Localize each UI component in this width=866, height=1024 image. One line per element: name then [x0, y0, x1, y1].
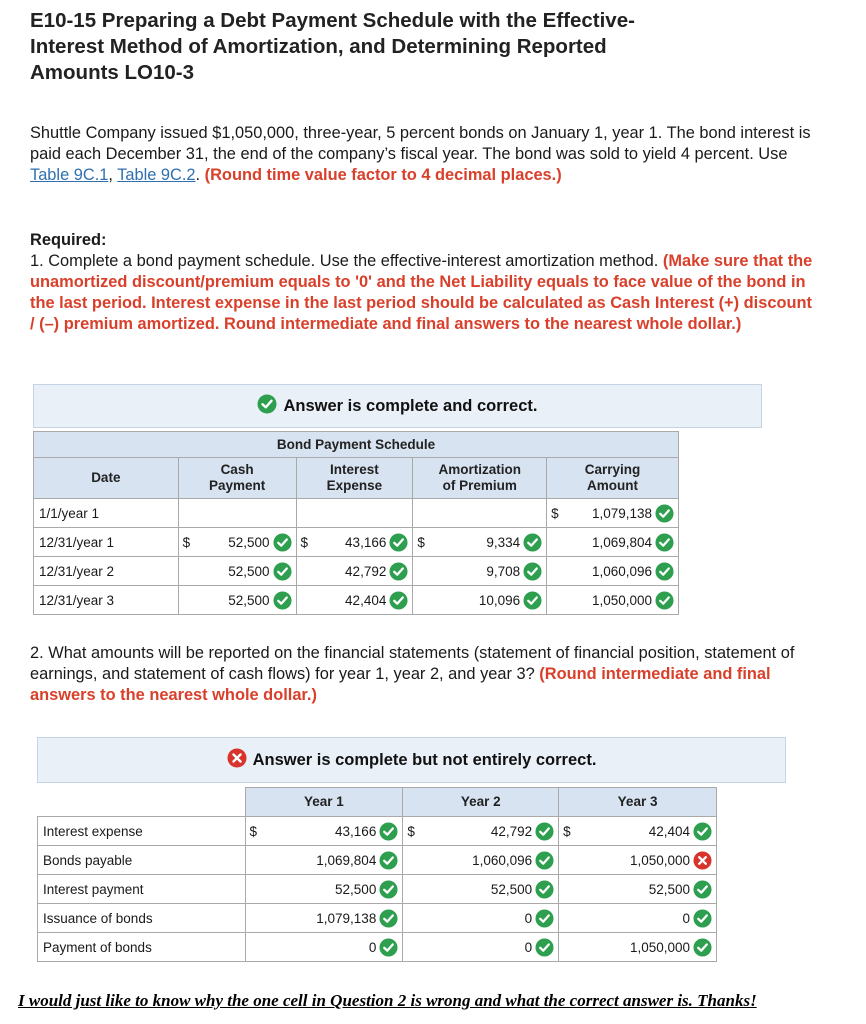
year-1-amount-input[interactable]: 1,079,138 [316, 910, 377, 926]
bond-payment-schedule-table [33, 431, 679, 615]
check-circle-icon [389, 562, 408, 581]
year-3-amount-cell [559, 933, 717, 962]
year-2-amount-cell [403, 875, 559, 904]
check-circle-icon [535, 822, 554, 841]
amortization-cell [413, 586, 547, 615]
title-line-3: Amounts LO10-3 [30, 61, 195, 84]
reported-row [38, 875, 717, 904]
year-2-amount-input[interactable]: 0 [524, 910, 533, 926]
year-1-amount-input[interactable]: 1,069,804 [316, 852, 377, 868]
cash-payment-input[interactable]: 52,500 [228, 592, 270, 608]
row-label: Issuance of bonds [43, 910, 153, 926]
title-line-2: Interest Method of Amortization, and Determining Reported [30, 35, 607, 58]
check-circle-icon [693, 880, 712, 899]
header-cash-l1: Cash [220, 462, 254, 477]
cash-payment-cell [178, 557, 296, 586]
x-circle-icon [693, 851, 712, 870]
year-2-amount-cell [403, 846, 559, 875]
interest-expense-cell [296, 499, 413, 528]
cash-payment-cell [178, 528, 296, 557]
header-cash-l2: Payment [208, 478, 266, 493]
row-date: 12/31/year 1 [39, 534, 115, 550]
row-label: Interest payment [43, 881, 144, 897]
check-circle-icon [655, 591, 674, 610]
check-circle-icon [535, 880, 554, 899]
item-label-cell [38, 933, 246, 962]
question-2-note: (Round intermediate and final answers to the nearest whole dollar.) [30, 665, 771, 704]
year-3-amount-cell [559, 904, 717, 933]
check-circle-icon [379, 822, 398, 841]
reported-row [38, 817, 717, 846]
year-3-amount-cell [559, 846, 717, 875]
reported-amounts-table [37, 787, 717, 962]
carrying-amount-input[interactable]: 1,060,096 [591, 563, 652, 579]
interest-expense-cell [296, 586, 413, 615]
header-blank [38, 788, 246, 817]
carrying-amount-cell [547, 586, 679, 615]
row-label: Bonds payable [43, 852, 133, 868]
header-amort-l2: of Premium [442, 478, 517, 493]
interest-expense-cell [296, 557, 413, 586]
banner-1-text: Answer is complete and correct. [283, 396, 538, 415]
check-circle-icon [379, 938, 398, 957]
year-3-amount-input[interactable]: 42,404 [648, 823, 690, 839]
check-circle-icon [389, 533, 408, 552]
cash-payment-input[interactable]: 52,500 [228, 534, 270, 550]
student-question-note: I would just like to know why the one cell in Question 2 is wrong and what the correct answer is. Thanks! [18, 991, 757, 1010]
year-1-amount-cell [245, 933, 403, 962]
carrying-amount-input[interactable]: 1,079,138 [591, 505, 652, 521]
schedule-caption: Bond Payment Schedule [34, 432, 679, 458]
year-2-amount-input[interactable]: 52,500 [490, 881, 533, 897]
interest-expense-input[interactable]: 42,404 [345, 592, 387, 608]
check-circle-icon [693, 822, 712, 841]
check-circle-icon [693, 909, 712, 928]
schedule-row [34, 499, 679, 528]
reported-row [38, 933, 717, 962]
header-date: Date [34, 458, 179, 499]
amortization-input[interactable]: 10,096 [478, 592, 521, 608]
header-carry-l2: Amount [587, 478, 639, 493]
year-3-amount-input[interactable]: 1,050,000 [629, 852, 690, 868]
year-3-amount-input[interactable]: 0 [682, 910, 690, 926]
answer-status-banner-2 [37, 737, 786, 783]
year-2-amount-cell [403, 904, 559, 933]
year-2-amount-input[interactable]: 1,060,096 [472, 852, 533, 868]
question-2-text: 2. What amounts will be reported on the financial statements (statement of financial position, statement of earnings, and statement of cash flows) for year 1, year 2, and year 3? [30, 644, 795, 683]
header-cash-payment [178, 458, 296, 499]
row-label: Interest expense [43, 823, 143, 839]
title-line-1: E10-15 Preparing a Debt Payment Schedule with the Effective- [30, 9, 635, 32]
header-year-2: Year 2 [403, 788, 559, 817]
year-1-amount-cell [245, 875, 403, 904]
check-circle-icon [523, 591, 542, 610]
dollar-sign: $ [417, 534, 425, 550]
year-3-amount-input[interactable]: 1,050,000 [629, 939, 690, 955]
header-year-1: Year 1 [245, 788, 403, 817]
year-1-amount-cell [245, 904, 403, 933]
intro-rounding-note: (Round time value factor to 4 decimal places.) [204, 166, 562, 184]
year-3-amount-cell [559, 817, 717, 846]
amortization-cell [413, 499, 547, 528]
amortization-input[interactable]: 9,334 [486, 534, 521, 550]
dollar-sign: $ [551, 505, 559, 521]
check-circle-icon [535, 938, 554, 957]
interest-expense-input[interactable]: 43,166 [345, 534, 387, 550]
year-1-amount-cell [245, 846, 403, 875]
date-cell [34, 499, 179, 528]
year-2-amount-input[interactable]: 42,792 [490, 823, 533, 839]
carrying-amount-cell [547, 499, 679, 528]
year-1-amount-input[interactable]: 43,166 [335, 823, 377, 839]
check-circle-icon [655, 533, 674, 552]
check-circle-icon [273, 562, 292, 581]
intro-text-b: . [195, 166, 205, 184]
header-interest-l1: Interest [330, 462, 379, 477]
year-1-amount-cell [245, 817, 403, 846]
header-interest-expense [296, 458, 413, 499]
required-section [30, 230, 820, 335]
banner-2-text: Answer is complete but not entirely correct. [252, 750, 597, 769]
row-label: Payment of bonds [43, 939, 152, 955]
carrying-amount-cell [547, 528, 679, 557]
check-circle-icon [379, 880, 398, 899]
amortization-cell [413, 528, 547, 557]
year-2-amount-input[interactable]: 0 [524, 939, 533, 955]
year-1-amount-input[interactable]: 0 [368, 939, 377, 955]
table-9c2-link[interactable]: Table 9C.2 [117, 166, 196, 184]
header-amort-l1: Amortization [438, 462, 521, 477]
check-circle-icon [523, 533, 542, 552]
year-3-amount-input[interactable]: 52,500 [648, 881, 690, 897]
carrying-amount-cell [547, 557, 679, 586]
dollar-sign: $ [182, 534, 191, 550]
header-year-3: Year 3 [559, 788, 717, 817]
schedule-row [34, 557, 679, 586]
amortization-cell [413, 557, 547, 586]
cash-payment-cell [178, 586, 296, 615]
answer-status-banner-1 [33, 384, 762, 428]
amortization-input[interactable]: 9,708 [486, 563, 521, 579]
check-circle-icon [523, 562, 542, 581]
date-cell [34, 557, 179, 586]
check-circle-icon [535, 851, 554, 870]
date-cell [34, 586, 179, 615]
date-cell [34, 528, 179, 557]
question-1-text: 1. Complete a bond payment schedule. Use the effective-interest amortization method. [30, 252, 663, 270]
check-circle-icon [693, 938, 712, 957]
dollar-sign: $ [563, 823, 571, 839]
dollar-sign: $ [407, 823, 415, 839]
cash-payment-input[interactable]: 52,500 [228, 563, 270, 579]
dollar-sign: $ [249, 823, 258, 839]
reported-row [38, 846, 717, 875]
intro-text: Shuttle Company issued $1,050,000, three-year, 5 percent bonds on January 1, year 1. The bond interest is paid each December 31, the end of the company’s fiscal year. The bond was sold to yield 4 percent. Use [30, 124, 811, 163]
item-label-cell [38, 846, 246, 875]
carrying-amount-input[interactable]: 1,069,804 [591, 534, 652, 550]
year-3-amount-cell [559, 875, 717, 904]
check-circle-icon [379, 909, 398, 928]
interest-expense-cell [296, 528, 413, 557]
item-label-cell [38, 875, 246, 904]
item-label-cell [38, 817, 246, 846]
check-circle-icon [273, 591, 292, 610]
x-circle-icon [227, 748, 247, 773]
reported-row [38, 904, 717, 933]
year-1-amount-input[interactable]: 52,500 [335, 881, 377, 897]
header-carrying-amount [547, 458, 679, 499]
check-circle-icon [655, 562, 674, 581]
schedule-row [34, 528, 679, 557]
row-date: 12/31/year 2 [39, 563, 115, 579]
header-amortization [413, 458, 547, 499]
row-date: 12/31/year 3 [39, 592, 115, 608]
carrying-amount-input[interactable]: 1,050,000 [591, 592, 652, 608]
required-heading: Required: [30, 231, 107, 249]
schedule-row [34, 586, 679, 615]
table-9c1-link[interactable]: Table 9C.1 [30, 166, 109, 184]
year-2-amount-cell [403, 817, 559, 846]
check-circle-icon [389, 591, 408, 610]
check-circle-icon [257, 394, 277, 419]
page-title [30, 8, 830, 86]
question-1-note: (Make sure that the unamortized discount/premium equals to '0' and the Net Liability equals to face value of the bond in the last period. Interest expense in the last period should be calculated as Cash Interest (+) discount / (–) premium amortized. Round intermediate and final answers to the nearest whole dollar.) [30, 252, 813, 333]
check-circle-icon [273, 533, 292, 552]
item-label-cell [38, 904, 246, 933]
header-carry-l1: Carrying [584, 462, 641, 477]
question-2 [30, 643, 820, 706]
cash-payment-cell [178, 499, 296, 528]
check-circle-icon [655, 504, 674, 523]
intro-sep: , [108, 166, 118, 184]
header-interest-l2: Expense [326, 478, 383, 493]
problem-intro [30, 123, 820, 186]
check-circle-icon [379, 851, 398, 870]
row-date: 1/1/year 1 [39, 505, 100, 521]
check-circle-icon [535, 909, 554, 928]
interest-expense-input[interactable]: 42,792 [345, 563, 387, 579]
dollar-sign: $ [300, 534, 309, 550]
year-2-amount-cell [403, 933, 559, 962]
